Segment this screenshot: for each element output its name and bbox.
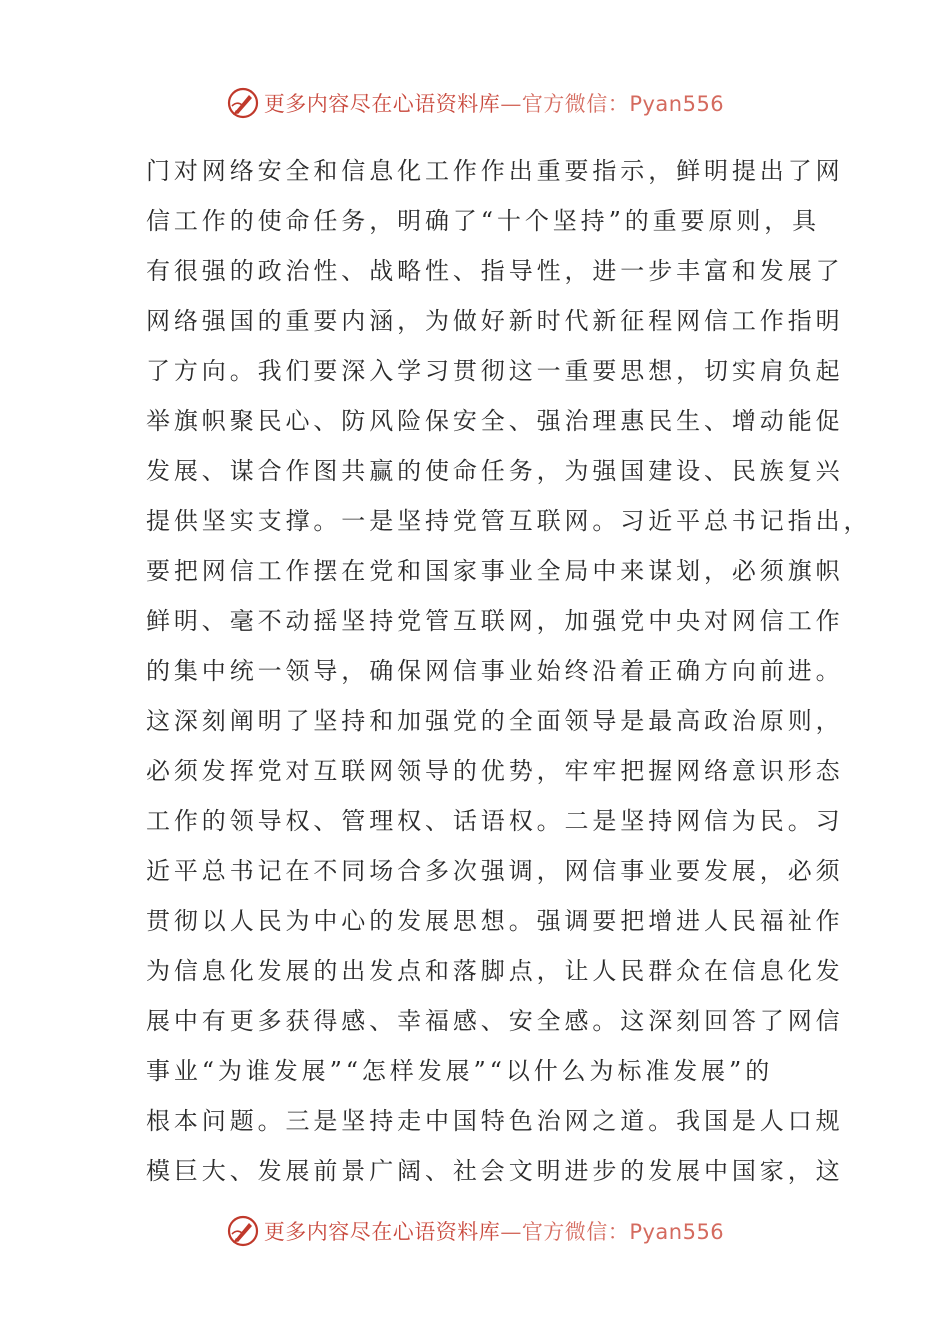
body-line: 发展、谋合作图共赢的使命任务，为强国建设、民族复兴	[146, 457, 844, 485]
header-watermark-text	[264, 88, 724, 118]
pen-logo-icon	[226, 86, 260, 120]
body-line: 了方向。我们要深入学习贯彻这一重要思想，切实肩负起	[146, 357, 844, 385]
body-line: 事业“为谁发展”“怎样发展”“以什么为标准发展”的	[146, 1057, 774, 1085]
body-line: 网络强国的重要内涵，为做好新时代新征程网信工作指明	[146, 307, 844, 335]
header-brand: 更多内容尽在心语资料库	[263, 92, 501, 116]
body-line: 的集中统一领导，确保网信事业始终沿着正确方向前进。	[146, 657, 844, 685]
body-line: 展中有更多获得感、幸福感、安全感。这深刻回答了网信	[146, 1007, 844, 1035]
footer-brand: 更多内容尽在心语资料库	[263, 1220, 501, 1244]
body-line: 有很强的政治性、战略性、指导性，进一步丰富和发展了	[146, 257, 844, 285]
body-line: 根本问题。三是坚持走中国特色治网之道。我国是人口规	[146, 1107, 844, 1135]
body-line: 信工作的使命任务，明确了“十个坚持”的重要原则，具	[146, 207, 821, 235]
header-wechat-id: Pyan556	[629, 92, 725, 116]
body-line: 鲜明、毫不动摇坚持党管互联网，加强党中央对网信工作	[146, 607, 844, 635]
document-body	[146, 146, 872, 1196]
body-line: 必须发挥党对互联网领导的优势，牢牢把握网络意识形态	[146, 757, 844, 785]
body-line: 贯彻以人民为中心的发展思想。强调要把增进人民福祉作	[146, 907, 844, 935]
footer-dash: —	[500, 1220, 522, 1244]
footer-wechat-label: 官方微信：	[521, 1220, 630, 1244]
body-line: 门对网络安全和信息化工作作出重要指示，鲜明提出了网	[146, 157, 844, 185]
body-line: 工作的领导权、管理权、话语权。二是坚持网信为民。习	[146, 807, 844, 835]
body-line: 提供坚实支撑。一是坚持党管互联网。习近平总书记指出，	[146, 507, 872, 535]
header-watermark	[0, 78, 950, 128]
header-wechat-label: 官方微信：	[521, 92, 630, 116]
footer-watermark	[0, 1206, 950, 1256]
header-dash: —	[500, 92, 522, 116]
pen-logo-icon	[226, 1214, 260, 1248]
body-line: 举旗帜聚民心、防风险保安全、强治理惠民生、增动能促	[146, 407, 844, 435]
body-line: 近平总书记在不同场合多次强调，网信事业要发展，必须	[146, 857, 844, 885]
footer-watermark-text	[264, 1216, 724, 1246]
footer-wechat-id: Pyan556	[629, 1220, 725, 1244]
body-line: 这深刻阐明了坚持和加强党的全面领导是最高政治原则，	[146, 707, 844, 735]
body-line: 模巨大、发展前景广阔、社会文明进步的发展中国家，这	[146, 1157, 844, 1185]
body-line: 要把网信工作摆在党和国家事业全局中来谋划，必须旗帜	[146, 557, 844, 585]
body-line: 为信息化发展的出发点和落脚点，让人民群众在信息化发	[146, 957, 844, 985]
